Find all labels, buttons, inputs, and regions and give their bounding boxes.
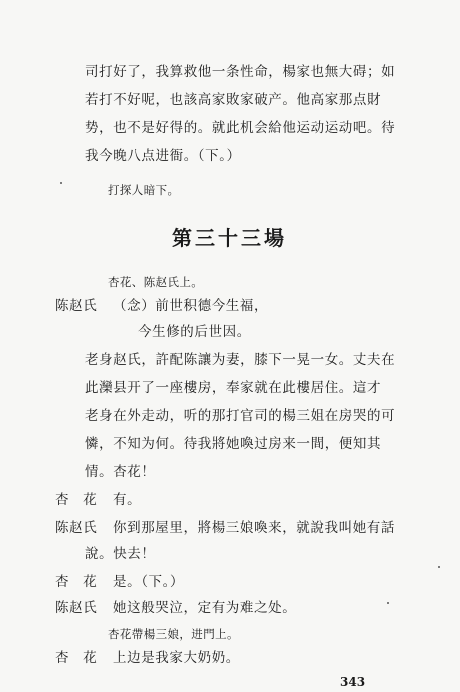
- dialogue-line: [55, 296, 268, 316]
- text-line: 老身在外走动，听的那打官司的楊三姐在房哭的可: [85, 408, 396, 424]
- dialogue-line: [55, 572, 184, 592]
- dialogue-text: 你到那屋里，將楊三娘喚来，就說我叫她有話: [113, 520, 395, 536]
- speaker-name: 杏 花: [55, 650, 98, 666]
- text-line: 情。杏花！: [85, 464, 156, 480]
- speaker-name: 杏 花: [55, 574, 98, 590]
- dialogue-text: （念）前世积德今生福，: [113, 298, 269, 314]
- dialogue-line: [55, 518, 395, 538]
- text-line: 憐，不知为何。待我將她喚过房来一間，便知其: [85, 436, 382, 452]
- speck: [60, 182, 62, 184]
- dialogue-text: 是。（下。）: [113, 574, 185, 590]
- dialogue-line: [55, 598, 296, 618]
- text-line: 司打好了，我算救他一条性命，楊家也無大碍；如: [85, 64, 396, 80]
- text-line: 說。快去！: [85, 546, 156, 562]
- text-line: 若打不好呢，也該高家敗家破产。他高家那点財: [85, 92, 382, 108]
- dialogue-text: 她这般哭泣，定有为难之处。: [113, 600, 297, 616]
- dialogue-line: [55, 490, 141, 510]
- dialogue-text: 上边是我家大奶奶。: [113, 650, 240, 666]
- text-line: 老身赵氏，許配陈讓为妻，膝下一晃一女。丈夫在: [85, 352, 396, 368]
- stage-direction: 杏花、陈赵氏上。: [108, 275, 204, 289]
- text-line: 我今晚八点进衙。（下。）: [85, 148, 241, 164]
- speck: [438, 566, 440, 568]
- speaker-name: 杏 花: [55, 492, 98, 508]
- page-number: 343: [340, 675, 366, 689]
- scene-title: 第三十三場: [172, 226, 287, 250]
- text-line: 势，也不是好得的。就此机会給他运动运动吧。待: [85, 120, 396, 136]
- dialogue-line: [55, 648, 240, 668]
- stage-direction: 杏花帶楊三娘，进門上。: [108, 627, 239, 641]
- verse-line: 今生修的后世因。: [138, 324, 251, 340]
- speaker-name: 陈赵氏: [55, 520, 98, 536]
- stage-direction: 打探人暗下。: [108, 183, 180, 197]
- speaker-name: 陈赵氏: [55, 600, 98, 616]
- speck: [387, 602, 389, 604]
- text-line: 此灤县开了一座樓房，奉家就在此樓居住。這才: [85, 380, 382, 396]
- speaker-name: 陈赵氏: [55, 298, 98, 314]
- dialogue-text: 有。: [113, 492, 142, 508]
